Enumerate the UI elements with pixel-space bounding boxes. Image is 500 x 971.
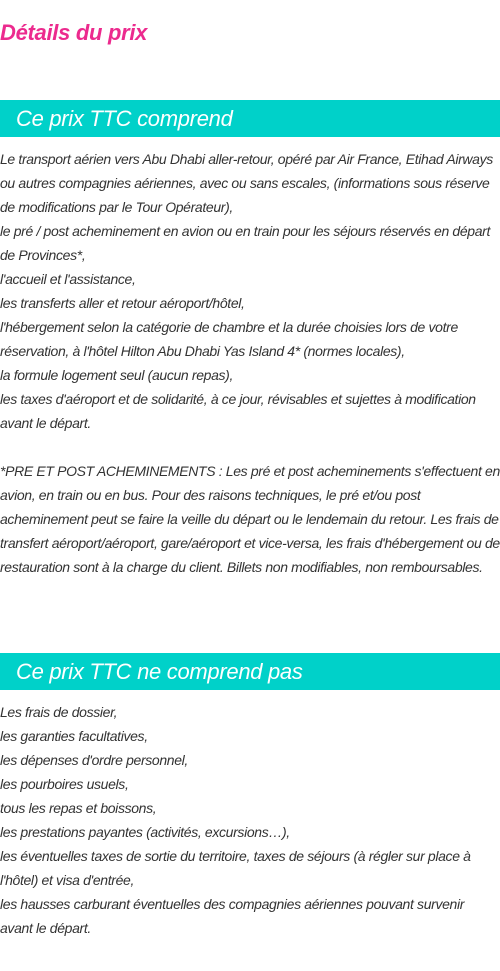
includes-item: le pré / post acheminement en avion ou en train pour les séjours réservés en départ de Provinces*, [0,223,491,263]
includes-body [0,147,500,579]
includes-item: l'accueil et l'assistance, [0,271,136,287]
excludes-item: les pourboires usuels, [0,776,129,792]
includes-item: la formule logement seul (aucun repas), [0,367,234,383]
includes-heading: Ce prix TTC comprend [0,100,500,137]
excludes-item: les hausses carburant éventuelles des compagnies aériennes pouvant survenir avant le départ. [0,896,465,936]
includes-item: les taxes d'aéroport et de solidarité, à ce jour, révisables et sujettes à modification avant le départ. [0,391,476,431]
excludes-item: les dépenses d'ordre personnel, [0,752,188,768]
excludes-item: les prestations payantes (activités, excursions…), [0,824,290,840]
paragraph-spacer [0,435,500,459]
excludes-item: les éventuelles taxes de sortie du territoire, taxes de séjours (à régler sur place à l'hôtel) et visa d'entrée, [0,848,471,888]
page-title: Détails du prix [0,20,148,45]
includes-item: l'hébergement selon la catégorie de chambre et la durée choisies lors de votre réservation, à l'hôtel Hilton Abu Dhabi Yas Island 4* (normes locales), [0,319,458,359]
excludes-body [0,700,500,940]
includes-item: Le transport aérien vers Abu Dhabi aller-retour, opéré par Air France, Etihad Airways ou autres compagnies aériennes, avec ou sans escales, (informations sous réserve de modifications par le Tour Opérateur), [0,151,493,215]
includes-item: les transferts aller et retour aéroport/hôtel, [0,295,245,311]
includes-footnote: *PRE ET POST ACHEMINEMENTS : Les pré et post acheminements s'effectuent en avion, en train ou en bus. Pour des raisons techniques, le pré et/ou post acheminement peut se faire la veille du départ ou le lendemain du retour. Les frais de transfert aéroport/aéroport, gare/aéroport et vice-versa, les frais d'hébergement ou de restauration sont à la charge du client. Billets non modifiables, non remboursables. [0,463,500,575]
excludes-item: Les frais de dossier, [0,704,118,720]
excludes-heading: Ce prix TTC ne comprend pas [0,653,500,690]
excludes-item: tous les repas et boissons, [0,800,157,816]
excludes-item: les garanties facultatives, [0,728,148,744]
